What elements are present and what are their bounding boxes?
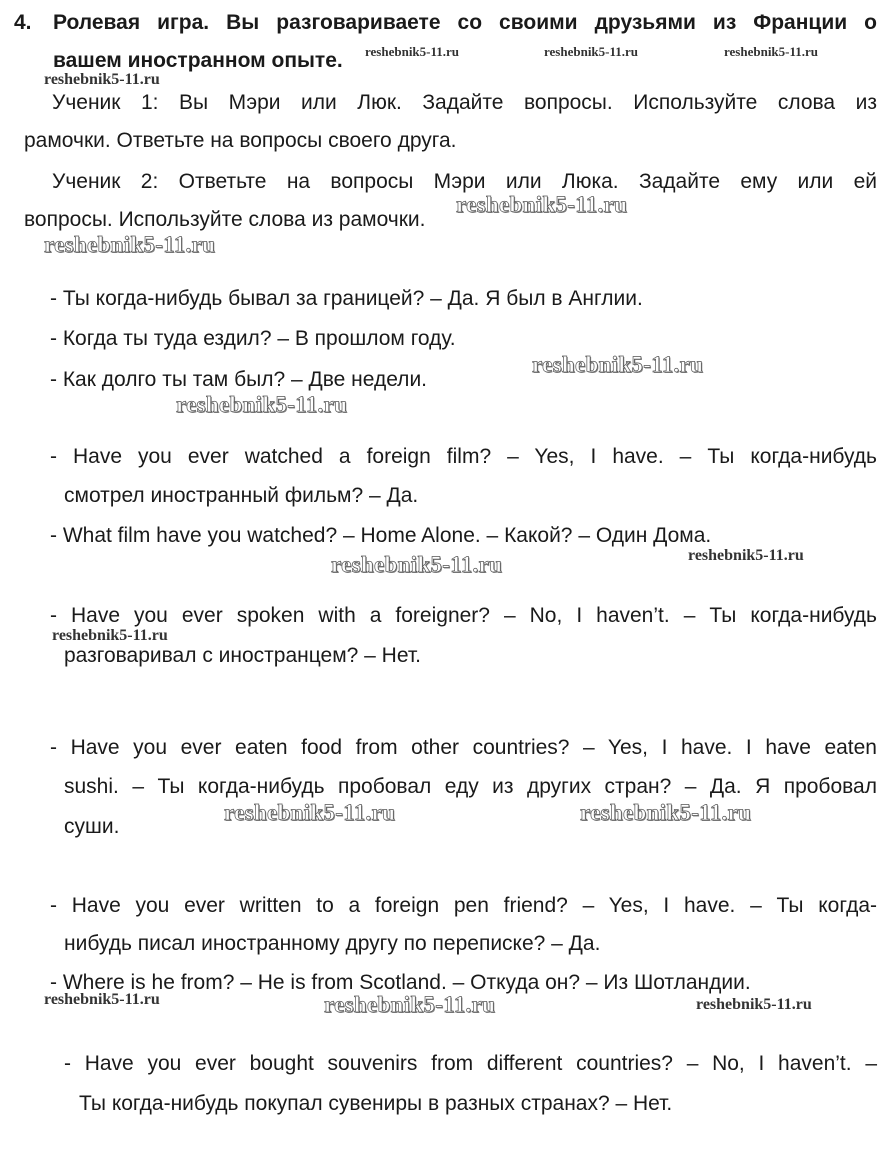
watermark: reshebnik5-11.ru xyxy=(696,996,812,1013)
dialogue-line: - Have you ever eaten food from other countries? – Yes, I have. I have eaten xyxy=(50,736,877,759)
dialogue-line: - Ты когда-нибудь бывал за границей? – Да. Я был в Англии. xyxy=(50,287,643,310)
watermark: reshebnik5-11.ru xyxy=(44,232,216,257)
dialogue-line: суши. xyxy=(64,815,120,838)
watermark: reshebnik5-11.ru xyxy=(456,192,628,217)
watermark: reshebnik5-11.ru xyxy=(580,800,752,825)
task-title-continued: вашем иностранном опыте. xyxy=(53,49,343,72)
watermark: reshebnik5-11.ru xyxy=(224,800,396,825)
dialogue-line: Ты когда-нибудь покупал сувениры в разных странах? – Нет. xyxy=(79,1092,673,1115)
task-number: 4. xyxy=(14,11,32,34)
task-title: Ролевая игра. Вы разговариваете со своими друзьями из Франции о xyxy=(53,11,877,34)
watermark: reshebnik5-11.ru xyxy=(331,552,503,577)
watermark: reshebnik5-11.ru xyxy=(724,44,819,59)
instruction-student-1: Ученик 1: Вы Мэри или Люк. Задайте вопросы. Используйте слова из xyxy=(52,91,877,114)
dialogue-line: разговаривал с иностранцем? – Нет. xyxy=(64,644,421,667)
watermark: reshebnik5-11.ru xyxy=(324,992,496,1017)
instruction-student-2-continued: вопросы. Используйте слова из рамочки. xyxy=(24,208,426,231)
watermark: reshebnik5-11.ru xyxy=(688,547,804,564)
dialogue-line: - Когда ты туда ездил? – В прошлом году. xyxy=(50,327,456,350)
dialogue-line: нибудь писал иностранному другу по переписке? – Да. xyxy=(64,932,601,955)
dialogue-line: - Have you ever watched a foreign film? – Yes, I have. – Ты когда-нибудь xyxy=(50,445,877,468)
watermark: reshebnik5-11.ru xyxy=(544,44,639,59)
watermark: reshebnik5-11.ru xyxy=(44,991,160,1008)
instruction-student-2: Ученик 2: Ответьте на вопросы Мэри или Люка. Задайте ему или ей xyxy=(52,170,877,193)
dialogue-line: - What film have you watched? – Home Alone. – Какой? – Один Дома. xyxy=(50,524,712,547)
dialogue-line: - Have you ever bought souvenirs from different countries? – No, I haven’t. – xyxy=(64,1052,877,1075)
dialogue-line: - Where is he from? – He is from Scotland. – Откуда он? – Из Шотландии. xyxy=(50,971,751,994)
dialogue-line: смотрел иностранный фильм? – Да. xyxy=(64,484,419,507)
dialogue-line: - Have you ever written to a foreign pen friend? – Yes, I have. – Ты когда- xyxy=(50,894,877,917)
dialogue-line: - Have you ever spoken with a foreigner? – No, I haven’t. – Ты когда-нибудь xyxy=(50,604,877,627)
watermark: reshebnik5-11.ru xyxy=(44,71,160,88)
dialogue-line: - Как долго ты там был? – Две недели. xyxy=(50,368,428,391)
watermark: reshebnik5-11.ru xyxy=(176,392,348,417)
watermark: reshebnik5-11.ru xyxy=(365,44,460,59)
watermark: reshebnik5-11.ru xyxy=(52,627,168,644)
instruction-student-1-continued: рамочки. Ответьте на вопросы своего друга. xyxy=(24,129,457,152)
dialogue-line: sushi. – Ты когда-нибудь пробовал еду из других стран? – Да. Я пробовал xyxy=(64,775,877,798)
watermark: reshebnik5-11.ru xyxy=(532,352,704,377)
